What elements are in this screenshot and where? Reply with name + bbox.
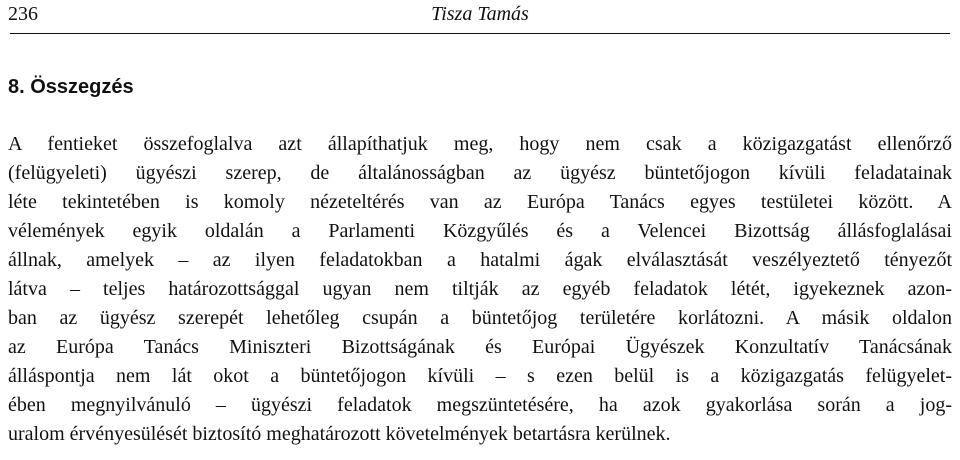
paragraph-line: látva – teljes határozottsággal ugyan nem tiltják az egyéb feladatok létét, igyekeznek azon- — [8, 278, 952, 300]
header-rule — [10, 33, 950, 34]
paragraph-line: léte tekintetében is komoly nézeteltérés van az Európa Tanács egyes testületei között. A — [8, 191, 952, 213]
paragraph-line: A fentieket összefoglalva azt állapíthatjuk meg, hogy nem csak a közigazgatást ellenőrző — [8, 133, 952, 155]
paragraph-line: vélemények egyik oldalán a Parlamenti Közgyűlés és a Velencei Bizottság állásfoglalásai — [8, 220, 952, 242]
paragraph-line: uralom érvényesülését biztosító meghatározott követelmények betartásra kerülnek. — [8, 423, 671, 445]
paragraph-line: ében megnyilvánuló – ügyészi feladatok megszüntetésére, ha azok gyakorlása során a jog- — [8, 394, 952, 416]
paragraph-line: álláspontja nem lát okot a büntetőjogon kívüli – s ezen belül is a közigazgatás felügyelet- — [8, 365, 952, 387]
running-head: Tisza Tamás — [431, 3, 529, 25]
paragraph-line: állnak, amelyek – az ilyen feladatokban a hatalmi ágak elválasztását veszélyeztető tényezőt — [8, 249, 952, 271]
paragraph-line: ban az ügyész szerepét lehetőleg csupán a büntetőjog területére korlátozni. A másik oldalon — [8, 307, 952, 329]
body-paragraph — [8, 130, 952, 449]
page-number: 236 — [8, 3, 38, 25]
section-title: 8. Összegzés — [8, 76, 134, 98]
paragraph-line: (felügyeleti) ügyészi szerep, de általánosságban az ügyész büntetőjogon kívüli feladatainak — [8, 162, 952, 184]
paragraph-line: az Európa Tanács Miniszteri Bizottságának és Európai Ügyészek Konzultatív Tanácsának — [8, 336, 952, 358]
page-header — [8, 0, 952, 34]
